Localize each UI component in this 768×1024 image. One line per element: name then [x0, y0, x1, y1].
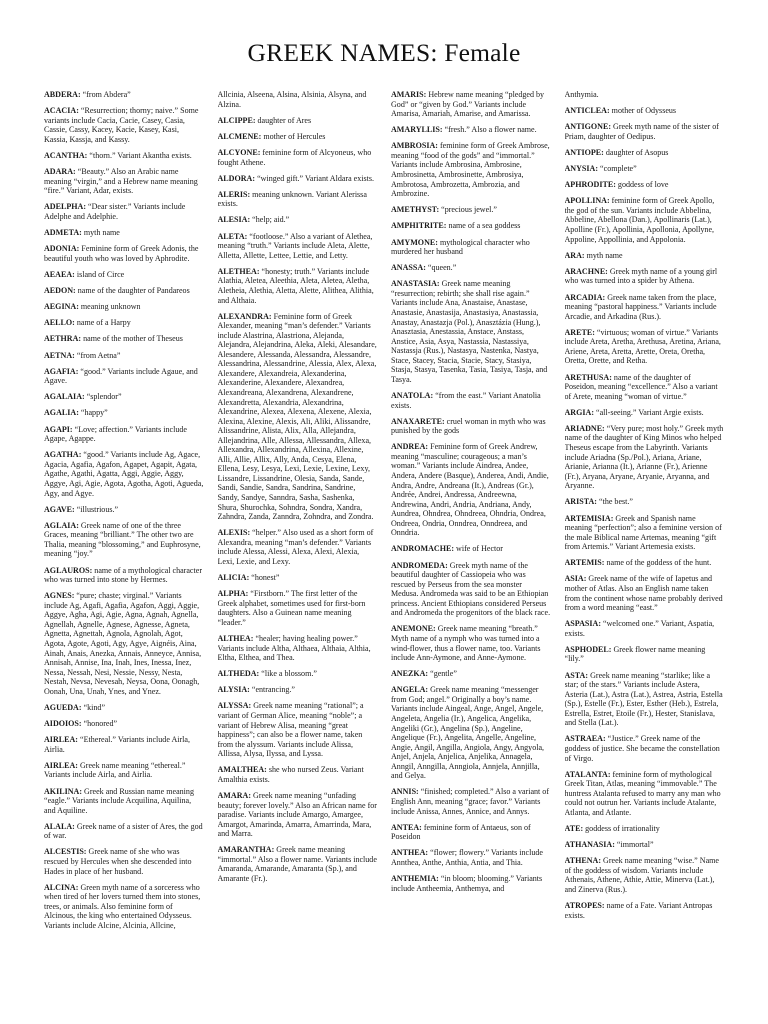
- name-entry: [565, 106, 725, 116]
- name-entry: [565, 514, 725, 552]
- entry-name: APOLLINA:: [564, 196, 610, 206]
- entry-name: AMARANTHA:: [217, 845, 275, 855]
- name-entry: [391, 263, 551, 273]
- name-entry: [565, 856, 725, 894]
- entry-definition: Feminine form of Greek Alexander, meaning “man’s defender.” Variants include Alastrina, Alastriona, Alejanda, Alejandra, Alejandrina, Aleka, Aleki, Alesandare, Alesandere, Alessanda, Alessandra, Alessandre, Alessandrina, Alessandrine, Alessia, Alex, Alexa, Alexandere, Alexandreia, Alexanderina, Alexanderine, Alexandere, Alexandrea, Alexandreana, Alexandrena, Alexandrene, Alexandretta, Alexandria, Alexandrina, Alexandrine, Alexea, Alexena, Alexene, Alexia, Alexina, Alexine, Alexis, Ali, Aliki, Alissandre, Alissandrine, Alista, Alix, Alla, Allejandra, Allejandrina, Alle, Allessa, Allessandra, Allexa, Allexandra, Allexandrina, Allexina, Allexine, Alli, Allie, Allix, Ally, Anda, Cesya, Elena, Ellena, Lesy, Lesya, Lexi, Lexie, Lexine, Lexy, Lissandre, Lissandrine, Olesia, Sanda, Sande, Sandi, Sandie, Sandra, Sandrina, Sandrine, Sandy, Sandye, Sanndra, Sasha, Sashenka, Shura, Shurochka, Sohndra, Sondra, Xandra, Zahndra, Zanda, Zanndra, Zohndra, and Zondra.: [217, 311, 377, 522]
- name-entry: [565, 293, 725, 322]
- entry-definition: “in bloom; blooming.” Variants include Antheemia, Anthemya, and: [391, 874, 543, 893]
- entry-name: AGLAUROS:: [44, 565, 93, 575]
- entry-name: ANTEA:: [391, 822, 422, 832]
- name-entry: [565, 497, 725, 507]
- entry-name: AMARIS:: [391, 90, 427, 99]
- name-entry: [44, 367, 204, 386]
- entry-definition: “finished; completed.” Also a variant of English Ann, meaning “grace; favor.” Variants include Anissa, Annes, Annice, and Annys.: [391, 787, 550, 816]
- entry-name: ARTEMIS:: [564, 558, 605, 568]
- name-entry: [565, 196, 725, 244]
- name-entry: [391, 90, 551, 119]
- entry-name: ANASSA:: [391, 263, 426, 273]
- name-entry: [218, 190, 378, 209]
- name-entry: [565, 770, 725, 818]
- entry-definition: Greek myth name of the sister of Priam, daughter of Oedipus.: [564, 122, 719, 141]
- name-entry: [218, 312, 378, 522]
- entry-definition: “thorn.” Variant Akantha exists.: [87, 150, 192, 160]
- entry-definition: Feminine form of Greek Adonis, the beautiful youth who was loved by Aphrodite.: [44, 244, 199, 263]
- entry-name: ASTA:: [564, 670, 589, 680]
- name-entry: [391, 669, 551, 679]
- entry-name: ALALA:: [44, 821, 75, 831]
- entry-name: AGATHA:: [44, 450, 82, 460]
- name-entry: [44, 883, 204, 931]
- name-entry: [44, 566, 204, 585]
- name-entry: [44, 719, 204, 729]
- entry-name: AIRLEA:: [44, 735, 78, 745]
- entry-definition: feminine form of mythological Greek Titan, Atlas, meaning “immovable.” The huntress Atalanta refused to marry any man who could not outrun her. Variants include Atalante, Atlanta, and Atlante.: [564, 769, 721, 817]
- entry-definition: “kind”: [81, 702, 106, 712]
- entry-definition: “complete”: [598, 164, 637, 174]
- name-entry: [44, 761, 204, 780]
- entry-definition: Greek name meaning “messenger from God; angel.” Originally a boy’s name. Variants include Aingeal, Ange, Angel, Angele, Angeleta, Angelia (Ir.), Angelica, Angelika, Angeliki (Gr.), Angelina (Sp.), Angeline, Angelique (Fr.), Angelita, Angelle, Angeline, Angie, Angil, Angilla, Angiola, Angy, Angyola, Anjel, Anjela, Anjelica, Anjelika, Annagela, Anngil, Anngilla, Anngiola, Annjela, Annjilla, and Gelya.: [391, 685, 545, 781]
- entry-name: ANEZKA:: [391, 669, 429, 679]
- entry-definition: mother of Odysseus: [609, 106, 677, 116]
- entry-name: AEGINA:: [44, 302, 79, 312]
- entry-name: ADELPHA:: [44, 202, 87, 212]
- entry-name: ATHANASIA:: [564, 840, 615, 850]
- entry-definition: feminine form of Greek Apollo, the god of the sun. Variants include Abbelina, Abbeline, Abellona (Dan.), Apollinaris (Lat.), Apolline (Fr.), Apollinia, Apollonia, Apollyne, Appoline, Appollinia, and Appolonia.: [564, 196, 715, 244]
- name-entry: [218, 791, 378, 839]
- name-entry: [565, 645, 725, 664]
- entry-name: ACACIA:: [44, 106, 79, 116]
- name-entry: [44, 408, 204, 418]
- entry-name: ALERIS:: [217, 189, 251, 199]
- name-entry: [218, 132, 378, 142]
- entry-definition: island of Circe: [74, 269, 125, 279]
- entry-definition: “entrancing.”: [249, 685, 295, 695]
- name-entry: [565, 122, 725, 141]
- entry-definition: name of a mythological character who was turned into stone by Hermes.: [44, 565, 202, 585]
- entry-definition: “from the east.” Variant Anatolia exists.: [391, 390, 541, 410]
- entry-definition: Greek name meaning “unfading beauty; forever lovely.” Also an African name for paradise. Variants include Amargo, Amargee, Amargot, Amarinda, Amarra, Amarrinda, Mara, and Marra.: [217, 791, 377, 839]
- name-entry: [565, 671, 725, 728]
- name-entry: [391, 823, 551, 842]
- entry-name: AMARA:: [217, 791, 252, 801]
- entry-definition: “flower; flowery.” Variants include Annthea, Anthe, Anthia, Antia, and Thia.: [391, 848, 543, 867]
- entry-definition: meaning unknown. Variant Alerissa exists.: [217, 189, 367, 209]
- entry-name: ARCADIA:: [564, 292, 606, 302]
- page-title: GREEK NAMES: Female: [247, 38, 521, 67]
- entry-name: ARETE:: [564, 327, 595, 337]
- name-entry: [44, 351, 204, 361]
- name-entry: [44, 302, 204, 312]
- entry-definition: mother of Hercules: [261, 131, 326, 141]
- entry-definition: myth name: [584, 250, 623, 260]
- entry-definition: mythological character who murdered her husband: [391, 237, 530, 257]
- name-entry: [391, 417, 551, 436]
- name-entry: [391, 205, 551, 215]
- entry-name: ALYSIA:: [217, 685, 250, 695]
- entry-definition: “helper.” Also used as a short form of Alexandra, meaning “man’s defender.” Variants include Alessa, Alessi, Alexa, Alexi, Alexia, Lexi, Lexie, and Lexy.: [217, 528, 374, 566]
- entry-name: AMALTHEA:: [217, 765, 267, 775]
- entry-definition: “honest”: [249, 573, 280, 583]
- entry-name: ADMETA:: [44, 227, 82, 237]
- name-columns: [44, 90, 724, 1018]
- name-entry: [391, 391, 551, 410]
- entry-definition: “from Aetna”: [74, 350, 121, 360]
- entry-definition: name of a sea goddess: [446, 221, 521, 231]
- entry-name: ARISTA:: [564, 497, 597, 507]
- entry-definition: “Justice.” Greek name of the goddess of justice. She became the constellation of Virgo.: [564, 734, 720, 763]
- entry-definition: Greek myth name of the beautiful daughter of Cassiopeia who was rescued by Perseus from the sea monster Medusa. Andromeda was said to be an Ethiopian princess. Ancient Ethiopians considered Perseus and Andromeda the progenitors of the black race.: [391, 560, 551, 618]
- entry-definition: Greek flower name meaning “lily.”: [564, 644, 706, 664]
- name-entry: [44, 334, 204, 344]
- column-4: [565, 90, 725, 1018]
- name-entry: [44, 735, 204, 754]
- entry-definition: Greek name of she who was rescued by Hercules when she descended into Hades in place of her husband.: [44, 847, 192, 876]
- name-entry: [565, 824, 725, 834]
- entry-name: ALPHA:: [217, 589, 249, 599]
- entry-name: ATALANTA:: [564, 769, 611, 779]
- entry-definition: “precious jewel.”: [439, 205, 498, 215]
- name-entry: [218, 232, 378, 261]
- entry-name: AMBROSIA:: [391, 141, 438, 151]
- entry-name: ANDREA:: [391, 442, 429, 452]
- name-entry: [44, 392, 204, 402]
- name-entry: [44, 425, 204, 444]
- entry-definition: Greek name meaning “ethereal.” Variants include Airla, and Airlia.: [44, 760, 186, 780]
- entry-name: ANAXARETE:: [391, 416, 445, 426]
- name-entry: [565, 373, 725, 402]
- name-entry: [44, 703, 204, 713]
- entry-definition: “Very pure; most holy.” Greek myth name of the daughter of King Minos who helped Theseus escape from the Labyrinth. Variants include Ariadna (Sp./Pol.), Ariana, Ariane, Arianie, Arianna (It.), Arianne (Fr.), Arienne (Fr.), Aryana, Aryane, Aryanie, Aryanna, and Aryanne.: [564, 423, 724, 491]
- name-entry: [44, 847, 204, 876]
- name-entry: [44, 90, 204, 100]
- entry-name: ANTICLEA:: [564, 106, 610, 116]
- entry-name: AGNES:: [44, 591, 75, 601]
- entry-definition: name of a Fate. Variant Antropas exists.: [564, 901, 713, 920]
- entry-definition: Greek name of one of the three Graces, meaning “brilliant.” The other two are Thalia, meaning “blossoming,” and Euphrosyne, meaning “joy.”: [44, 520, 201, 559]
- entry-definition: “gentle”: [428, 669, 457, 679]
- entry-definition: “Dear sister.” Variants include Adelphe and Adelphie.: [44, 202, 186, 221]
- name-entry: [44, 270, 204, 280]
- entry-definition: Greek and Spanish name meaning “perfection”; also a feminine version of the male Biblical name Artemas, meaning “gift from Artemis.” Variant Artemesia exists.: [564, 513, 722, 552]
- entry-definition: name of the goddess of the hunt.: [604, 558, 712, 568]
- name-entry: [44, 228, 204, 238]
- entry-definition: “Firstborn.” The first letter of the Greek alphabet, sometimes used for first-born daughters. Also a Guinean name meaning “leader.”: [217, 589, 366, 627]
- name-entry: [218, 90, 378, 109]
- entry-name: ALDORA:: [217, 173, 256, 183]
- name-entry: [44, 521, 204, 559]
- name-entry: [391, 442, 551, 537]
- entry-name: ANDROMEDA:: [391, 560, 448, 570]
- entry-definition: “good.” Variants include Ag, Agace, Agacia, Agafia, Agafon, Agapet, Agapit, Agata, Agathe, Agathi, Agatta, Aggi, Aggie, Aggy, Aggye, Agi, Agie, Agota, Agotha, Agoti, Agueda, Agy, and Agye.: [44, 450, 204, 498]
- name-entry: [391, 544, 551, 554]
- entry-definition: Greek name meaning “immortal.” Also a flower name. Variants include Amaranda, Amarande, Amaranta (Sp.), and Amarante (Fr.).: [217, 845, 377, 884]
- entry-name: AGALAIA:: [44, 392, 85, 402]
- column-2: [218, 90, 378, 1018]
- entry-name: ALETA:: [217, 231, 248, 241]
- name-entry: [218, 634, 378, 663]
- entry-name: ARACHNE:: [564, 266, 608, 276]
- entry-definition: Greek name meaning “rational”; a variant of German Alice, meaning “noble”; a variant of Hebrew Alisa, meaning “great happiness”; can also be a flower name, taken from the alyssum. Variants include Alissa, Allissa, Alysa, Ilyssa, and Lyssa.: [217, 701, 364, 759]
- entry-name: ALCESTIS:: [44, 847, 87, 857]
- entry-name: ARETHUSA:: [564, 372, 612, 382]
- entry-name: AGAPI:: [44, 424, 73, 434]
- name-entry: [218, 215, 378, 225]
- name-entry: [391, 141, 551, 198]
- name-entry: [391, 624, 551, 662]
- name-entry: [218, 765, 378, 784]
- entry-name: ARIADNE:: [564, 423, 605, 433]
- name-entry: [565, 424, 725, 491]
- entry-definition: Greek name meaning “resurrection; rebirth; she shall rise again.” Variants include Ana, Anastaise, Anastase, Anastasie, Anastasija, Anastasiya, Anastassia, Anastay, Anastazja (Pol.), Anasztázia (Hung.), Anasztasia, Anestassia, Anstace, Anstass, Anstice, Asia, Asya, Nastassia, Nastassiya, Nastassja (Rus.), Nastasya, Nastenka, Nastya, Stace, Stacey, Stacia, Stacie, Stacy, Stasiya, Stasja, Stasya, Tasenka, Tasia, Tasiya, Tasja, and Tasya.: [391, 279, 548, 384]
- name-entry: [218, 116, 378, 126]
- name-entry: [44, 202, 204, 221]
- entry-definition: “from Abdera”: [80, 90, 131, 99]
- name-entry: [565, 164, 725, 174]
- entry-definition: Greek name of the wife of Iapetus and mother of Atlas. Also an English name taken from the continent whose name probably derived from a word meaning “east.”: [564, 574, 723, 613]
- entry-name: AMETHYST:: [391, 205, 440, 215]
- name-entry: [565, 328, 725, 366]
- name-entry: [218, 528, 378, 566]
- entry-name: AETHRA:: [44, 334, 82, 344]
- entry-definition: “splendor”: [84, 392, 122, 402]
- name-entry: [218, 267, 378, 305]
- name-entry: [391, 238, 551, 257]
- name-entry: [391, 787, 551, 816]
- entry-definition: name of the daughter of Poseidon, meaning “excellence.” Also a variant of Arete, meaning “woman of virtue.”: [564, 372, 718, 401]
- entry-definition: goddess of love: [615, 180, 669, 190]
- entry-definition: “welcomed one.” Variant, Aspatia, exists.: [564, 619, 715, 638]
- entry-name: ANTHEA:: [391, 848, 429, 858]
- entry-definition: “illustrious.”: [74, 504, 119, 514]
- entry-definition: “fresh.” Also a flower name.: [442, 125, 537, 135]
- entry-name: ANYSIA:: [564, 164, 599, 174]
- entry-definition: “honored”: [81, 719, 118, 728]
- name-entry: [391, 221, 551, 231]
- entry-name: ATE:: [564, 824, 584, 834]
- entry-definition: “footloose.” Also a variant of Alethea, meaning “truth.” Variants include Aleta, Alette, Alletta, Allette, Lettee, Lettie, and Letty.: [217, 231, 373, 260]
- entry-name: ACANTHA:: [44, 150, 88, 160]
- name-entry: [218, 573, 378, 583]
- entry-name: AIRLEA:: [44, 760, 78, 770]
- name-entry: [565, 734, 725, 763]
- entry-definition: “Ethereal.” Variants include Airla, Airlia.: [44, 735, 190, 754]
- name-entry: [565, 148, 725, 158]
- entry-name: ANTIOPE:: [564, 147, 604, 157]
- entry-definition: Hebrew name meaning “pledged by God” or “given by God.” Variants include Amarisa, Amariah, Amarise, and Amarissa.: [391, 90, 545, 119]
- entry-definition: feminine form of Antaeus, son of Poseidon: [391, 822, 531, 842]
- name-entry: [565, 90, 725, 100]
- entry-name: AIDOIOS:: [44, 719, 82, 728]
- name-entry: [44, 450, 204, 498]
- entry-definition: “like a blossom.”: [259, 669, 317, 679]
- entry-definition: Greek and Russian name meaning “eagle.” Variants include Acquilina, Aquilina, and Aquiline.: [44, 786, 194, 815]
- entry-definition: Greek name of a sister of Ares, the god of war.: [44, 821, 203, 841]
- name-entry: [565, 267, 725, 286]
- entry-definition: “honesty; truth.” Variants include Alathia, Aletea, Aleethia, Aleta, Aletea, Aletha, Aletheia, Alethia, Aletta, Alette, Alithea, Alithia, and Althaia.: [217, 266, 374, 305]
- entry-name: AGAVE:: [44, 504, 75, 514]
- entry-definition: name of the daughter of Pandareos: [75, 285, 190, 295]
- entry-name: ANASTASIA:: [391, 279, 440, 289]
- entry-definition: name of a Harpy: [74, 318, 131, 328]
- entry-name: ASIA:: [564, 574, 587, 584]
- name-entry: [565, 574, 725, 612]
- entry-definition: “good.” Variants include Agaue, and Agave.: [44, 366, 198, 386]
- entry-definition: Feminine form of Greek Andrew, meaning “masculine; courageous; a man’s woman.” Variants include Aindrea, Andee, Andera, Andere (Basque), Anderea, Andi, Andie, Andra, Andre, Andreana (It.), Andreas (Gr.), Andrée, Andrei, Andressa, Andreewna, Andrewina, Andri, Andria, Andriana, Andy, Aundrea, Ohndrea, Ohndreea, Ohndria, Ondrea, Ondreea, Ondria, Onndrea, Onndreea, and Onndria.: [391, 442, 549, 538]
- entry-definition: myth name: [81, 227, 120, 237]
- entry-name: ALTHEA:: [217, 633, 254, 643]
- entry-name: APHRODITE:: [564, 180, 616, 190]
- name-entry: [44, 151, 204, 161]
- entry-name: ALICIA:: [217, 573, 250, 583]
- entry-name: AGUEDA:: [44, 702, 82, 712]
- name-entry: [218, 701, 378, 758]
- entry-name: AGAFIA:: [44, 366, 79, 376]
- entry-name: AMYMONE:: [391, 237, 438, 247]
- name-entry: [44, 106, 204, 144]
- entry-name: ADARA:: [44, 167, 76, 177]
- entry-name: ARA:: [564, 250, 585, 260]
- entry-definition: “happy”: [78, 408, 108, 418]
- entry-name: ARTEMISIA:: [564, 513, 614, 523]
- name-entry: [565, 901, 725, 920]
- name-entry: [44, 286, 204, 296]
- name-entry: [565, 251, 725, 261]
- entry-definition: “help; aid.”: [250, 215, 290, 225]
- entry-name: ADONIA:: [44, 244, 80, 254]
- entry-definition: daughter of Ares: [255, 115, 312, 125]
- entry-name: ALTHEDA:: [217, 669, 260, 679]
- entry-definition: Greek name meaning “breath.” Myth name of a nymph who was turned into a wind-flower, thus a flower name, too. Variants include Ann-Aymone, and Anne-Aymone.: [391, 624, 541, 663]
- entry-definition: goddess of irrationality: [583, 824, 660, 834]
- entry-name: AKILINA:: [44, 786, 83, 796]
- name-entry: [218, 174, 378, 184]
- entry-definition: feminine form of Greek Ambrose, meaning “food of the gods” and “immortal.” Variants include Ambrosina, Ambrosine, Ambrosinetta, Ambrosinette, Ambrosiya, Ambrotosa, Ambrozetta, Ambrozia, and Ambrozine.: [391, 141, 550, 199]
- name-entry: [565, 180, 725, 190]
- entry-definition: “winged gift.” Variant Aldara exists.: [255, 173, 375, 183]
- entry-definition: meaning unknown: [78, 302, 141, 312]
- entry-name: AELLO:: [44, 318, 75, 328]
- name-entry: [44, 318, 204, 328]
- name-entry: [391, 874, 551, 893]
- name-entry: [218, 589, 378, 627]
- name-entry: [44, 822, 204, 841]
- name-entry: [44, 167, 204, 196]
- entry-definition: Greek name taken from the place, meaning “pastoral happiness.” Variants include Arcadie, and Arkadina (Rus.).: [564, 292, 717, 321]
- name-entry: [565, 558, 725, 568]
- entry-name: ASPASIA:: [564, 619, 602, 629]
- entry-definition: “all-seeing.” Variant Argie exists.: [594, 407, 704, 417]
- entry-name: AETNA:: [44, 350, 75, 360]
- name-entry: [391, 685, 551, 780]
- name-entry: [391, 279, 551, 384]
- name-entry: [218, 148, 378, 167]
- entry-name: ALCINA:: [44, 882, 79, 892]
- name-entry: [44, 505, 204, 515]
- entry-definition: Anthymia.: [564, 90, 599, 99]
- entry-definition: name of the mother of Theseus: [81, 334, 183, 344]
- entry-name: ANGELA:: [391, 685, 429, 695]
- entry-definition: Greek myth name of a young girl who was turned into a spider by Athena.: [564, 266, 718, 286]
- entry-name: ALEXANDRA:: [217, 311, 272, 321]
- entry-definition: “immortal”: [614, 840, 654, 850]
- entry-name: AEAEA:: [44, 269, 75, 279]
- entry-definition: “virtuous; woman of virtue.” Variants include Areta, Aretha, Arethusa, Aretina, Ariana, Ariene, Areta, Aretta, Arette, Oreta, Oretha, Oretta, Orette, and Retha.: [564, 327, 721, 366]
- name-entry: [218, 669, 378, 679]
- entry-name: AEDON:: [44, 285, 76, 295]
- entry-name: ABDERA:: [44, 90, 81, 99]
- entry-definition: she who nursed Zeus. Variant Amalthia exists.: [217, 765, 364, 784]
- entry-definition: “the best.”: [597, 497, 633, 507]
- name-entry: [565, 619, 725, 638]
- entry-name: AGLAIA:: [44, 520, 79, 530]
- name-entry: [565, 408, 725, 418]
- entry-definition: cruel woman in myth who was punished by the gods: [391, 416, 546, 436]
- entry-definition: daughter of Asopus: [603, 147, 669, 157]
- entry-name: ANTHEMIA:: [391, 874, 439, 884]
- entry-name: ARGIA:: [564, 407, 595, 417]
- name-entry: [391, 561, 551, 618]
- entry-name: ANNIS:: [391, 787, 419, 797]
- entry-name: AMARYLLIS:: [391, 125, 443, 135]
- name-entry: [391, 125, 551, 135]
- name-entry: [565, 840, 725, 850]
- name-entry: [44, 244, 204, 263]
- column-3: [391, 90, 551, 1018]
- entry-definition: “Love; affection.” Variants include Agape, Agappe.: [44, 424, 187, 444]
- entry-name: ALESIA:: [217, 215, 251, 225]
- entry-name: ANEMONE:: [391, 624, 436, 634]
- entry-name: ATROPES:: [564, 901, 605, 911]
- entry-name: ALEXIS:: [217, 528, 251, 538]
- entry-name: ANTIGONE:: [564, 122, 611, 132]
- entry-definition: Allcinia, Alseena, Alsina, Alsinia, Alsyna, and Alzina.: [217, 90, 367, 109]
- name-entry: [44, 591, 204, 696]
- entry-name: AGALIA:: [44, 408, 79, 418]
- entry-name: ALCIPPE:: [217, 115, 256, 125]
- entry-name: ALCYONE:: [217, 147, 261, 157]
- entry-definition: Green myth name of a sorceress who when tired of her lovers turned them into stones, trees, or animals. Also feminine form of Alcinous, the king who entertained Odysseus. Variants include Alcine, Alcinia, Allcine,: [44, 882, 201, 930]
- entry-definition: Greek name meaning “starlike; like a star; of the stars.” Variants include Astera, Asteria (Lat.), Astra (Lat.), Astrea, Astria, Estella (Sp.), Estelle (Fr.), Ester, Esther (Heb.), Estrela, Estrella, Estret, Etoile (Fr.), Hester, Stanislava, and Stella (Lat.).: [564, 670, 723, 728]
- name-entry: [391, 848, 551, 867]
- entry-definition: “Resurrection; thorny; naive.” Some variants include Cacia, Cacie, Casey, Casia, Cassie, Cassy, Kacey, Kacie, Kasey, Kasi, Kassia, Kassja, and Kassy.: [44, 106, 199, 144]
- entry-name: ANDROMACHE:: [391, 544, 455, 554]
- entry-definition: Greek name meaning “wise.” Name of the goddess of wisdom. Variants include Athenais, Athene, Athie, Attie, Minerva (Lat.), and Zinerva (Rus.).: [564, 856, 719, 894]
- column-1: [44, 90, 204, 1018]
- entry-definition: wife of Hector: [454, 544, 503, 554]
- entry-definition: “healer; having healing power.” Variants include Altha, Althaea, Althaia, Althia, Eltha, Elthea, and Thea.: [217, 633, 371, 663]
- name-entry: [218, 685, 378, 695]
- entry-name: ATHENA:: [564, 856, 602, 866]
- entry-name: ALYSSA:: [217, 701, 252, 711]
- entry-name: ALETHEA:: [217, 266, 260, 276]
- entry-name: ASPHODEL:: [564, 644, 612, 654]
- name-entry: [218, 845, 378, 883]
- entry-definition: “Beauty.” Also an Arabic name meaning “virgin,” and a Hebrew name meaning “fire.” Variant, Adar, exists.: [44, 167, 198, 196]
- entry-definition: “queen.”: [425, 263, 457, 273]
- entry-name: ASTRAEA:: [564, 734, 606, 744]
- entry-name: ANATOLA:: [391, 390, 434, 400]
- entry-definition: feminine form of Alcyoneus, who fought Athene.: [217, 147, 372, 167]
- entry-name: AMPHITRITE:: [391, 221, 447, 231]
- name-entry: [44, 787, 204, 816]
- entry-definition: “pure; chaste; virginal.” Variants include Ag, Agafi, Agafia, Agafon, Aggi, Aggie, Aggye, Agha, Agi, Agie, Agna, Agnah, Agnella, Agnellah, Agnelle, Agnese, Agnesse, Agneta, Agnetta, Agnettah, Agnola, Agnolah, Agot, Agota, Agote, Agoti, Agy, Agye, Aignéis, Aina, Ainah, Anais, Anezka, Annais, Anneyce, Annisa, Annisah, Annise, Ina, Inah, Ines, Inessa, Inez, Nessa, Nessah, Nesi, Nessie, Nessy, Nesta, Nestah, Nevsa, Nevesah, Neysa, Oona, Oonagh, Oonah, Una, Unah, Ynes, and Ynez.: [44, 591, 202, 696]
- entry-name: ALCMENE:: [217, 131, 262, 141]
